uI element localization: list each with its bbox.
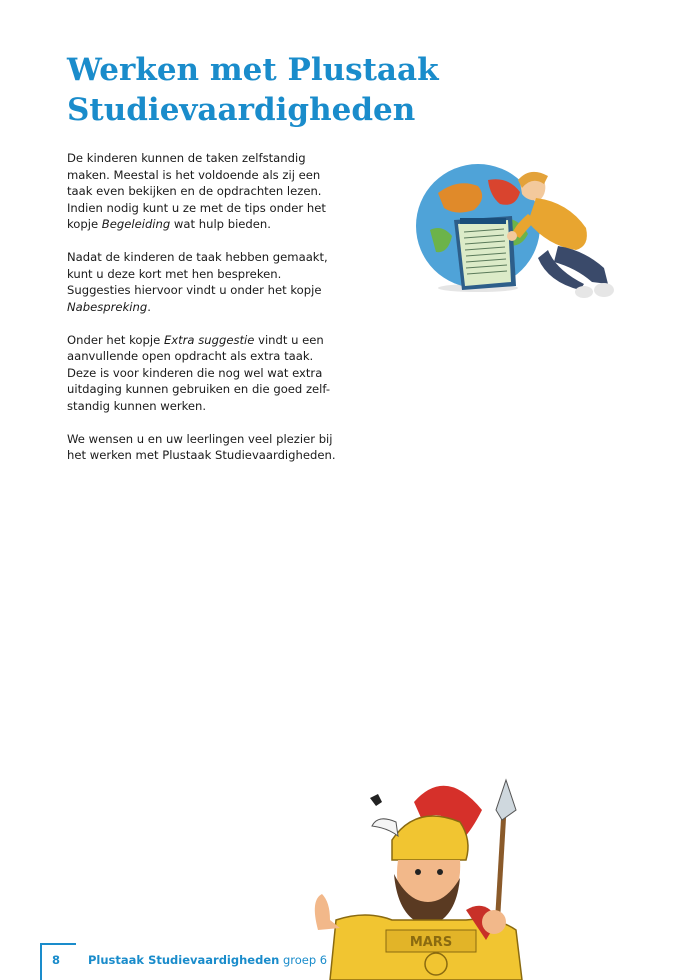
page-number: 8: [52, 953, 61, 967]
paragraph-3-text-end: vindt u een aanvullende open opdracht als extra taak. Deze is voor kinderen die nog wel wat extra uitdaging kunnen gebruiken en die goed zelf-standig kunnen werken.: [67, 332, 331, 413]
footer-title: [88, 953, 327, 967]
footer-grade: groep 6: [282, 953, 328, 967]
paragraph-2-text: Nadat de kinderen de taak hebben gemaakt, kunt u deze kort met hen bespreken. Suggesties hiervoor vindt u onder het kopje: [67, 250, 328, 297]
paragraph-1: [67, 150, 342, 233]
paragraph-1-text: De kinderen kunnen de taken zelfstandig maken. Meestal is het voldoende als zij een taak even bekijken en de opdrachten lezen. Indien nodig kunt u ze met de tips onder het kopje: [67, 151, 326, 231]
globe-with-child-reading-illustration: [408, 158, 620, 308]
shield-text: MARS: [409, 935, 453, 950]
paragraph-1-emphasis: Begeleiding: [101, 217, 171, 231]
paragraph-3: [67, 332, 342, 415]
paragraph-4: We wensen u en uw leerlingen veel plezier bij het werken met Plustaak Studievaardigheden.: [67, 431, 336, 462]
paragraph-1-text-end: wat hulp bieden.: [170, 217, 271, 231]
paragraph-3-text: Onder het kopje: [67, 332, 164, 347]
paragraph-2-text-end: .: [147, 299, 151, 314]
body-text: [67, 150, 342, 480]
page-footer: [0, 940, 687, 980]
paragraph-2: [67, 249, 342, 315]
paragraph-3-emphasis: Extra suggestie: [163, 332, 255, 347]
page-title: [67, 50, 487, 130]
paragraph-2-emphasis: Nabespreking: [67, 299, 148, 314]
title-line-1: Werken met Plustaak: [67, 52, 439, 88]
footer-book-title: Plustaak Studievaardigheden: [88, 953, 280, 967]
title-line-2: Studievaardigheden: [67, 92, 416, 128]
